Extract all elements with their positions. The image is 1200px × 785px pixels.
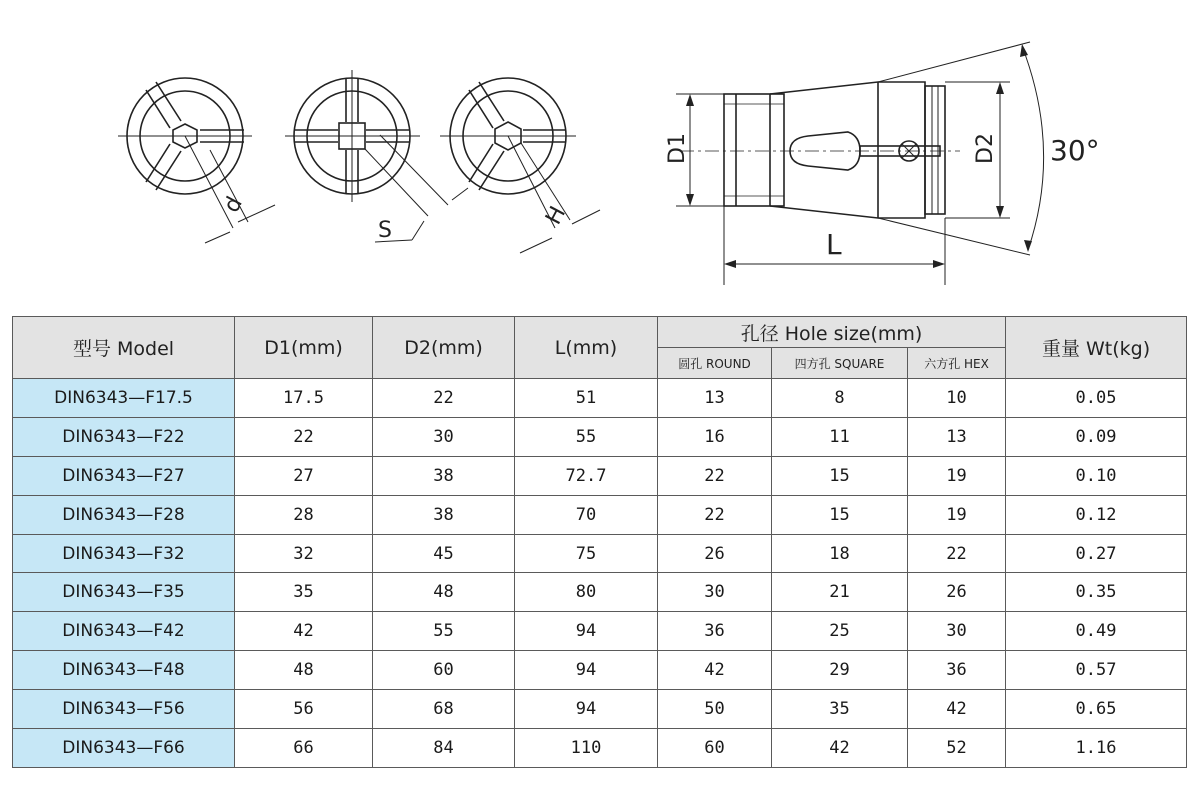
cell-d1: 27: [235, 456, 373, 495]
cell-l: 51: [515, 379, 658, 418]
cell-l: 70: [515, 495, 658, 534]
table-row: [13, 612, 1187, 651]
cell-d1: 42: [235, 612, 373, 651]
cell-hex: 10: [908, 379, 1006, 418]
cell-hex: 19: [908, 456, 1006, 495]
cell-d2: 45: [373, 534, 515, 573]
cell-d2: 30: [373, 417, 515, 456]
cell-weight: 0.65: [1006, 690, 1187, 729]
cell-l: 80: [515, 573, 658, 612]
cell-model: DIN6343—F66: [13, 729, 235, 768]
cell-square: 15: [772, 456, 908, 495]
cell-weight: 0.10: [1006, 456, 1187, 495]
cell-round: 36: [658, 612, 772, 651]
header-round: 圆孔 ROUND: [658, 348, 772, 379]
cell-hex: 22: [908, 534, 1006, 573]
cell-l: 55: [515, 417, 658, 456]
cell-d1: 66: [235, 729, 373, 768]
square-hole-view: [285, 70, 468, 242]
cell-round: 50: [658, 690, 772, 729]
cell-l: 94: [515, 612, 658, 651]
table-row: [13, 690, 1187, 729]
header-d2: D2(mm): [373, 317, 515, 379]
cell-weight: 0.57: [1006, 651, 1187, 690]
header-hole-size: 孔径 Hole size(mm): [658, 317, 1006, 348]
cell-round: 26: [658, 534, 772, 573]
cell-round: 30: [658, 573, 772, 612]
header-l: L(mm): [515, 317, 658, 379]
cell-weight: 0.12: [1006, 495, 1187, 534]
cell-square: 11: [772, 417, 908, 456]
header-d1: D1(mm): [235, 317, 373, 379]
hex-hole-view: [440, 78, 600, 253]
table-row: [13, 495, 1187, 534]
table-row: [13, 729, 1187, 768]
cell-model: DIN6343—F42: [13, 612, 235, 651]
header-model: 型号 Model: [13, 317, 235, 379]
cell-model: DIN6343—F22: [13, 417, 235, 456]
label-d1: D1: [665, 133, 690, 164]
label-angle: 30°: [1050, 134, 1100, 167]
cell-l: 94: [515, 651, 658, 690]
cell-weight: 0.35: [1006, 573, 1187, 612]
collet-drawings: [0, 0, 1200, 300]
cell-square: 8: [772, 379, 908, 418]
cell-d2: 48: [373, 573, 515, 612]
cell-hex: 42: [908, 690, 1006, 729]
cell-model: DIN6343—F28: [13, 495, 235, 534]
spec-table: [12, 316, 1187, 768]
cell-model: DIN6343—F48: [13, 651, 235, 690]
cell-square: 29: [772, 651, 908, 690]
cell-hex: 26: [908, 573, 1006, 612]
cell-square: 21: [772, 573, 908, 612]
cell-round: 42: [658, 651, 772, 690]
cell-weight: 0.05: [1006, 379, 1187, 418]
header-square: 四方孔 SQUARE: [772, 348, 908, 379]
cell-model: DIN6343—F27: [13, 456, 235, 495]
cell-weight: 0.09: [1006, 417, 1187, 456]
cell-l: 110: [515, 729, 658, 768]
label-h: H: [541, 202, 572, 229]
table-row: [13, 379, 1187, 418]
cell-weight: 0.27: [1006, 534, 1187, 573]
header-weight: 重量 Wt(kg): [1006, 317, 1187, 379]
cell-d2: 68: [373, 690, 515, 729]
cell-hex: 13: [908, 417, 1006, 456]
cell-weight: 0.49: [1006, 612, 1187, 651]
cell-d2: 55: [373, 612, 515, 651]
header-hex: 六方孔 HEX: [908, 348, 1006, 379]
table-row: [13, 456, 1187, 495]
cell-round: 22: [658, 495, 772, 534]
cell-l: 94: [515, 690, 658, 729]
cell-d1: 48: [235, 651, 373, 690]
cell-hex: 52: [908, 729, 1006, 768]
cell-square: 18: [772, 534, 908, 573]
cell-l: 75: [515, 534, 658, 573]
table-row: [13, 534, 1187, 573]
cell-d1: 35: [235, 573, 373, 612]
cell-d1: 17.5: [235, 379, 373, 418]
cell-square: 15: [772, 495, 908, 534]
cell-square: 25: [772, 612, 908, 651]
cell-d1: 28: [235, 495, 373, 534]
cell-model: DIN6343—F32: [13, 534, 235, 573]
cell-square: 35: [772, 690, 908, 729]
cell-model: DIN6343—F35: [13, 573, 235, 612]
cell-round: 16: [658, 417, 772, 456]
label-l: L: [826, 228, 842, 261]
cell-d2: 38: [373, 456, 515, 495]
round-hole-view: [118, 78, 275, 243]
cell-hex: 30: [908, 612, 1006, 651]
label-d: d: [219, 192, 248, 217]
cell-d1: 32: [235, 534, 373, 573]
cell-weight: 1.16: [1006, 729, 1187, 768]
table-row: [13, 573, 1187, 612]
cell-square: 42: [772, 729, 908, 768]
cell-round: 13: [658, 379, 772, 418]
table-row: [13, 651, 1187, 690]
cell-d1: 22: [235, 417, 373, 456]
cell-model: DIN6343—F56: [13, 690, 235, 729]
cell-d2: 84: [373, 729, 515, 768]
label-d2: D2: [973, 133, 998, 164]
cell-d1: 56: [235, 690, 373, 729]
table-row: [13, 417, 1187, 456]
cell-round: 60: [658, 729, 772, 768]
cell-round: 22: [658, 456, 772, 495]
cell-hex: 36: [908, 651, 1006, 690]
cell-d2: 22: [373, 379, 515, 418]
cell-model: DIN6343—F17.5: [13, 379, 235, 418]
cell-l: 72.7: [515, 456, 658, 495]
cell-hex: 19: [908, 495, 1006, 534]
label-s: S: [378, 218, 392, 243]
cell-d2: 60: [373, 651, 515, 690]
cell-d2: 38: [373, 495, 515, 534]
